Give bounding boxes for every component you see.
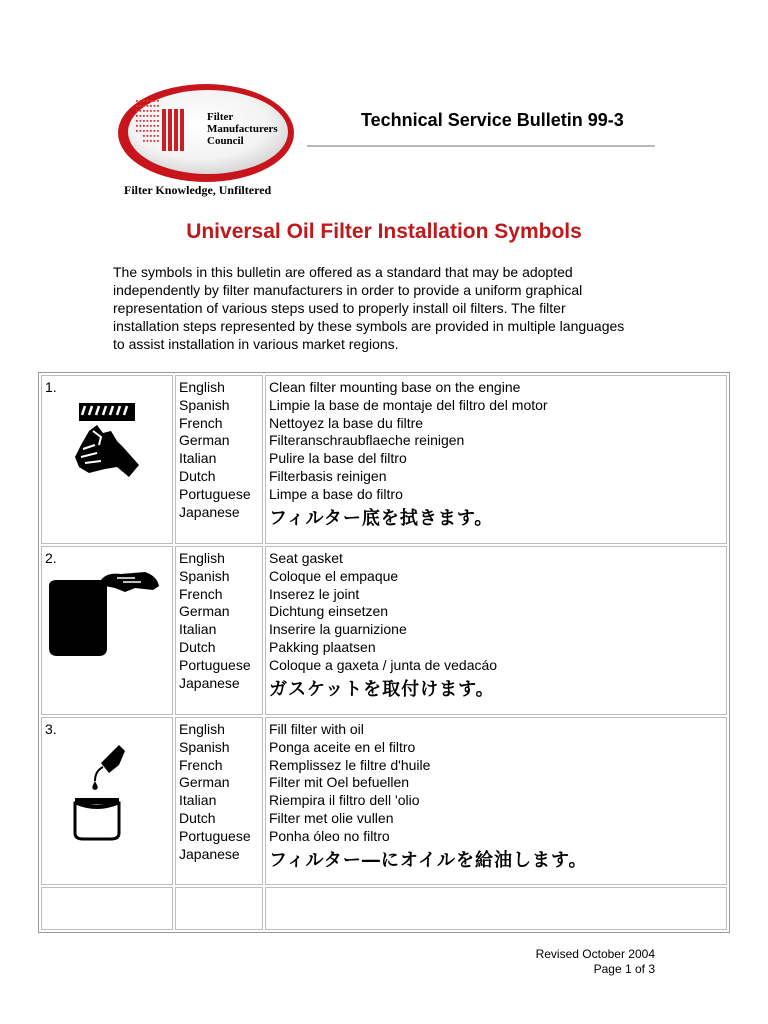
translation-text: Fill filter with oil [269, 721, 364, 737]
step-cell [41, 375, 173, 544]
translation-list [265, 546, 727, 715]
language-label: Dutch [179, 638, 216, 655]
table-row [41, 717, 727, 885]
translation-text: Dichtung einsetzen [269, 603, 389, 620]
language-label: English [179, 379, 225, 395]
page-number: Page 1 of 3 [593, 962, 655, 976]
translation-text: Seat gasket [269, 550, 343, 566]
language-label: French [179, 414, 223, 431]
step-number: 2. [45, 550, 57, 566]
translation-text: Filterbasis reinigen [269, 467, 387, 484]
revision-date: Revised October 2004 [535, 947, 655, 961]
fmc-logo-emblem [112, 78, 312, 188]
translation-text-japanese: ガスケットを取付けます。 [269, 678, 495, 700]
table-row-empty [41, 887, 727, 930]
step-cell [41, 717, 173, 885]
seat-gasket-icon [45, 572, 161, 662]
bulletin-title: Technical Service Bulletin 99-3 [361, 110, 624, 130]
empty-cell [175, 887, 263, 930]
translation-text-japanese: フィルター底を拭きます。 [269, 507, 494, 529]
logo-line-2: Manufacturers [207, 123, 278, 135]
translation-list [265, 375, 727, 544]
translation-text-japanese: フィルター―にオイルを給油します。 [269, 849, 588, 871]
document-title: Universal Oil Filter Installation Symbols [186, 220, 582, 243]
language-label: Spanish [179, 396, 230, 413]
language-label: Dutch [179, 467, 216, 484]
translation-text: Nettoyez la base du filtre [269, 414, 424, 431]
header-divider [307, 145, 655, 147]
language-label: English [179, 721, 225, 737]
language-label: German [179, 774, 230, 791]
translation-text: Ponga aceite en el filtro [269, 738, 416, 755]
step-number: 3. [45, 721, 57, 737]
language-label: French [179, 585, 223, 602]
fill-oil-icon [45, 743, 145, 843]
empty-cell [265, 887, 727, 930]
language-label: Dutch [179, 809, 216, 826]
translation-text: Pakking plaatsen [269, 638, 376, 655]
translation-text: Coloque a gaxeta / junta de vedacáo [269, 656, 498, 673]
language-label: Japanese [179, 674, 240, 691]
fmc-logo [112, 78, 312, 200]
language-label: Japanese [179, 503, 240, 520]
translation-text: Inserire la guarnizione [269, 621, 407, 638]
language-list [175, 717, 263, 885]
language-label: Italian [179, 792, 217, 809]
language-label: Spanish [179, 738, 230, 755]
translation-text: Filter met olie vullen [269, 809, 394, 826]
intro-paragraph: The symbols in this bulletin are offered as a standard that may be adopted independently by filter manufacturers in order to provide a uniform graphical representation of various steps used to properly install oil filters. The filter installation steps represented by these symbols are provided in multiple languages to assist installation in various market regions. [113, 264, 625, 352]
translation-text: Inserez le joint [269, 585, 360, 602]
translation-text: Limpie la base de montaje del filtro del motor [269, 396, 548, 413]
language-label: Spanish [179, 567, 230, 584]
step-number: 1. [45, 379, 57, 395]
translation-text: Limpe a base do filtro [269, 485, 403, 502]
language-label: Portuguese [179, 485, 251, 502]
translation-text: Remplissez le filtre d'huile [269, 756, 431, 773]
logo-tagline: Filter Knowledge, Unfiltered [124, 183, 272, 197]
language-label: Portuguese [179, 827, 251, 844]
table-row [41, 375, 727, 544]
language-label: Portuguese [179, 656, 251, 673]
language-label: French [179, 756, 223, 773]
language-label: English [179, 550, 225, 566]
empty-cell [41, 887, 173, 930]
logo-line-1: Filter [207, 111, 234, 123]
language-label: Italian [179, 621, 217, 638]
translation-text: Filteranschraubflaeche reinigen [269, 432, 465, 449]
table-row [41, 546, 727, 715]
translation-text: Riempira il filtro dell 'olio [269, 792, 420, 809]
logo-line-3: Council [207, 135, 244, 147]
language-list [175, 546, 263, 715]
language-label: German [179, 603, 230, 620]
language-list [175, 375, 263, 544]
installation-symbols-table [38, 372, 730, 933]
page-footer [536, 947, 655, 977]
clean-base-hand-icon [45, 401, 145, 493]
language-label: Japanese [179, 845, 240, 862]
step-cell [41, 546, 173, 715]
translation-text: Ponha óleo no filtro [269, 827, 390, 844]
translation-text: Pulire la base del filtro [269, 450, 407, 467]
translation-text: Filter mit Oel befuellen [269, 774, 410, 791]
translation-text: Coloque el empaque [269, 567, 399, 584]
translation-list [265, 717, 727, 885]
language-label: Italian [179, 450, 217, 467]
language-label: German [179, 432, 230, 449]
translation-text: Clean filter mounting base on the engine [269, 379, 521, 395]
